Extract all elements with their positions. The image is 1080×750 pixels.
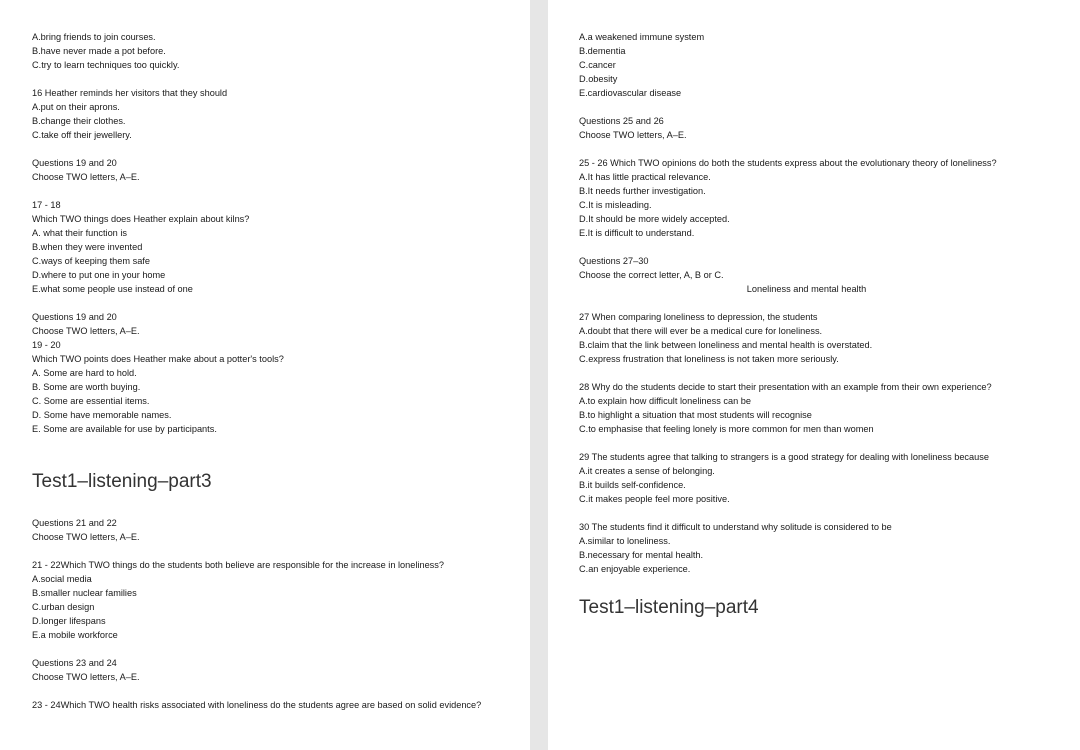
question-text: 25 - 26 Which TWO opinions do both the students express about the evolutionary theory of loneliness? bbox=[579, 158, 997, 168]
section-label: Questions 19 and 20 bbox=[32, 158, 117, 168]
question-19-20 bbox=[32, 310, 522, 436]
section-label: Questions 19 and 20 bbox=[32, 312, 117, 322]
option-d: D.It should be more widely accepted. bbox=[579, 214, 730, 224]
option-c: C. Some are essential items. bbox=[32, 396, 150, 406]
option-b: B.necessary for mental health. bbox=[579, 550, 704, 560]
question-25-26 bbox=[579, 156, 1074, 240]
option-d: D.longer lifespans bbox=[32, 616, 106, 626]
instruction-text: Choose the correct letter, A, B or C. bbox=[579, 270, 724, 280]
question-text: 30 The students find it difficult to understand why solitude is considered to be bbox=[579, 522, 892, 532]
options-block-15 bbox=[32, 30, 522, 72]
option-d: D. Some have memorable names. bbox=[32, 410, 172, 420]
question-text: Which TWO things does Heather explain about kilns? bbox=[32, 214, 250, 224]
option-d: D.where to put one in your home bbox=[32, 270, 166, 280]
question-text: 27 When comparing loneliness to depression, the students bbox=[579, 312, 818, 322]
option-c: C.urban design bbox=[32, 602, 95, 612]
option-c: C.it makes people feel more positive. bbox=[579, 494, 730, 504]
question-27 bbox=[579, 310, 1074, 366]
instructions-19-20 bbox=[32, 156, 522, 184]
text-line: B.have never made a pot before. bbox=[32, 46, 166, 56]
instruction-text: Choose TWO letters, A–E. bbox=[32, 672, 140, 682]
question-23-24 bbox=[32, 698, 522, 712]
option-e: E.what some people use instead of one bbox=[32, 284, 193, 294]
text-line: C.try to learn techniques too quickly. bbox=[32, 60, 180, 70]
option-a: A.it creates a sense of belonging. bbox=[579, 466, 715, 476]
page-left-content bbox=[32, 30, 522, 712]
question-text: 21 - 22Which TWO things do the students both believe are responsible for the increase in loneliness? bbox=[32, 560, 444, 570]
option-c: C.It is misleading. bbox=[579, 200, 652, 210]
option-a: A.a weakened immune system bbox=[579, 32, 705, 42]
question-29 bbox=[579, 450, 1074, 506]
option-d: D.obesity bbox=[579, 74, 618, 84]
option-c: C.take off their jewellery. bbox=[32, 130, 132, 140]
option-b: B. Some are worth buying. bbox=[32, 382, 141, 392]
question-text: Which TWO points does Heather make about a potter's tools? bbox=[32, 354, 284, 364]
question-number: 19 - 20 bbox=[32, 340, 61, 350]
section-label: Questions 21 and 22 bbox=[32, 518, 117, 528]
instruction-text: Choose TWO letters, A–E. bbox=[32, 326, 140, 336]
instructions-23-24 bbox=[32, 656, 522, 684]
document-page-left bbox=[0, 0, 530, 750]
option-c: C.ways of keeping them safe bbox=[32, 256, 150, 266]
option-b: B.claim that the link between loneliness and mental health is overstated. bbox=[579, 340, 873, 350]
option-a: A.to explain how difficult loneliness can be bbox=[579, 396, 751, 406]
option-b: B.dementia bbox=[579, 46, 626, 56]
instruction-text: Choose TWO letters, A–E. bbox=[32, 532, 140, 542]
option-c: C.express frustration that loneliness is not taken more seriously. bbox=[579, 354, 839, 364]
question-16 bbox=[32, 86, 522, 142]
instructions-21-22 bbox=[32, 516, 522, 544]
instructions-25-26 bbox=[579, 114, 1074, 142]
option-a: A.put on their aprons. bbox=[32, 102, 120, 112]
section-heading-part4: Test1–listening–part4 bbox=[579, 597, 759, 618]
option-a: A.doubt that there will ever be a medical cure for loneliness. bbox=[579, 326, 823, 336]
option-a: A.It has little practical relevance. bbox=[579, 172, 711, 182]
question-text: 29 The students agree that talking to strangers is a good strategy for dealing with loneliness because bbox=[579, 452, 989, 462]
option-e: E.a mobile workforce bbox=[32, 630, 118, 640]
page-right-content bbox=[579, 30, 1074, 620]
question-17-18 bbox=[32, 198, 522, 296]
option-a: A. Some are hard to hold. bbox=[32, 368, 137, 378]
option-e: E.cardiovascular disease bbox=[579, 88, 682, 98]
question-30 bbox=[579, 520, 1074, 576]
option-b: B.smaller nuclear families bbox=[32, 588, 137, 598]
text-line: A.bring friends to join courses. bbox=[32, 32, 156, 42]
question-number: 17 - 18 bbox=[32, 200, 61, 210]
question-21-22 bbox=[32, 558, 522, 642]
section-label: Questions 27–30 bbox=[579, 256, 649, 266]
section-label: Questions 25 and 26 bbox=[579, 116, 664, 126]
section-heading-part3: Test1–listening–part3 bbox=[32, 471, 212, 492]
question-text: 16 Heather reminds her visitors that they should bbox=[32, 88, 228, 98]
option-c: C.an enjoyable experience. bbox=[579, 564, 691, 574]
option-b: B.It needs further investigation. bbox=[579, 186, 706, 196]
option-a: A. what their function is bbox=[32, 228, 127, 238]
question-text: 23 - 24Which TWO health risks associated with loneliness do the students agree are based on solid evidence? bbox=[32, 700, 482, 710]
instruction-text: Choose TWO letters, A–E. bbox=[32, 172, 140, 182]
document-page-right bbox=[548, 0, 1080, 750]
question-28 bbox=[579, 380, 1074, 436]
instructions-27-30 bbox=[579, 254, 1074, 296]
option-e: E.It is difficult to understand. bbox=[579, 228, 695, 238]
option-b: B.to highlight a situation that most students will recognise bbox=[579, 410, 812, 420]
question-text: 28 Why do the students decide to start their presentation with an example from their own experience? bbox=[579, 382, 992, 392]
option-c: C.cancer bbox=[579, 60, 616, 70]
option-e: E. Some are available for use by participants. bbox=[32, 424, 217, 434]
option-b: B.it builds self-confidence. bbox=[579, 480, 686, 490]
section-subtitle: Loneliness and mental health bbox=[746, 284, 867, 294]
option-c: C.to emphasise that feeling lonely is more common for men than women bbox=[579, 424, 874, 434]
option-b: B.change their clothes. bbox=[32, 116, 126, 126]
instruction-text: Choose TWO letters, A–E. bbox=[579, 130, 687, 140]
option-a: A.social media bbox=[32, 574, 92, 584]
section-label: Questions 23 and 24 bbox=[32, 658, 117, 668]
option-b: B.when they were invented bbox=[32, 242, 143, 252]
options-block-23-24 bbox=[579, 30, 1074, 100]
option-a: A.similar to loneliness. bbox=[579, 536, 671, 546]
